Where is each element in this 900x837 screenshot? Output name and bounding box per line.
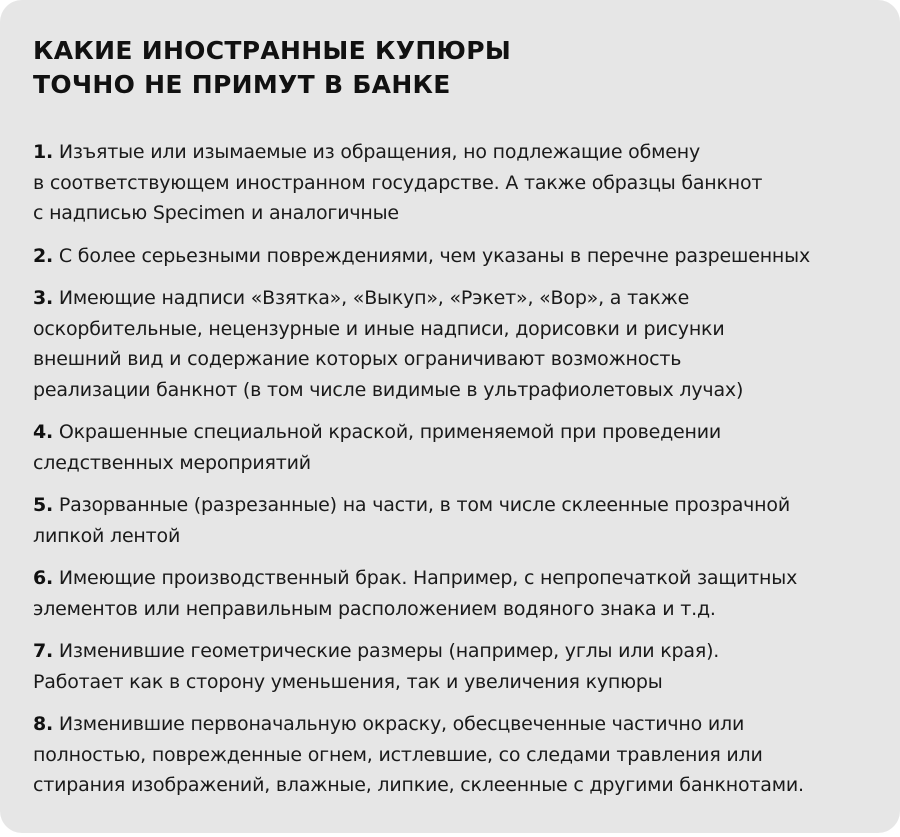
list-item-line [33, 594, 883, 625]
list-item-number: 8. [33, 713, 54, 735]
title-line-2: ТОЧНО НЕ ПРИМУТ В БАНКЕ [33, 70, 451, 99]
list-item [33, 709, 883, 801]
list-item-line [33, 448, 883, 479]
list-item-line [33, 417, 883, 448]
list-item-text: липкой лентой [33, 524, 181, 547]
list-item-text: Разорванные (разрезанные) на части, в том числе склеенные прозрачной [58, 494, 790, 516]
list-item-text: внешний вид и содержание которых ограничивают возможность [33, 348, 682, 370]
list-item-line [33, 314, 883, 345]
list-item-text: Имеющие производственный брак. Например, с непропечаткой защитных [58, 567, 798, 589]
list-item-number: 7. [33, 640, 54, 662]
list-item-line [33, 740, 883, 771]
list-item-line [33, 344, 883, 375]
list-item [33, 563, 883, 624]
list-item-number: 6. [33, 567, 54, 589]
rejected-banknotes-list [33, 137, 883, 813]
list-item [33, 490, 883, 551]
list-item-number: 1. [33, 141, 54, 163]
list-item-line [33, 375, 883, 406]
list-item [33, 417, 883, 478]
list-item-text: С более серьезными повреждениями, чем указаны в перечне разрешенных [58, 244, 810, 267]
list-item [33, 241, 883, 272]
list-item-line [33, 168, 883, 199]
list-item-text: Окрашенные специальной краской, применяемой при проведении [58, 421, 722, 443]
list-item-text: в соответствующем иностранном государстве. А также образцы банкнот [33, 171, 763, 194]
list-item-text: Изменившие геометрические размеры (например, углы или края). [58, 640, 720, 662]
list-item [33, 283, 883, 405]
list-item-line [33, 770, 883, 801]
list-item-line [33, 563, 883, 594]
list-item [33, 636, 883, 697]
list-item [33, 137, 883, 229]
list-item-number: 5. [33, 494, 54, 516]
list-item-line [33, 283, 883, 314]
list-item-text: стирания изображений, влажные, липкие, склеенные с другими банкнотами. [33, 774, 804, 796]
list-item-text: следственных мероприятий [33, 451, 311, 474]
list-item-line [33, 667, 883, 698]
list-item-text: оскорбительные, нецензурные и иные надписи, дорисовки и рисунки [33, 317, 725, 340]
list-item-text: элементов или неправильным расположением водяного знака и т.д. [33, 597, 716, 620]
list-item-text: Изменившие первоначальную окраску, обесцвеченные частично или [58, 713, 745, 735]
list-item-text: полностью, поврежденные огнем, истлевшие, со следами травления или [33, 743, 763, 766]
list-item-number: 3. [33, 287, 54, 309]
list-item-text: с надписью Specimen и аналогичные [33, 202, 399, 224]
list-item-line [33, 636, 883, 667]
list-item-line [33, 490, 883, 521]
list-item-line [33, 241, 883, 272]
list-item-text: реализации банкнот (в том числе видимые в ультрафиолетовых лучах) [33, 378, 744, 401]
list-item-line [33, 709, 883, 740]
list-item-text: Имеющие надписи «Взятка», «Выкуп», «Рэкет», «Вор», а также [58, 287, 690, 309]
list-item-line [33, 521, 883, 552]
list-item-number: 2. [33, 244, 54, 267]
list-item-number: 4. [33, 421, 54, 443]
list-item-text: Работает как в сторону уменьшения, так и увеличения купюры [33, 670, 663, 693]
list-item-text: Изъятые или изымаемые из обращения, но подлежащие обмену [58, 141, 700, 163]
list-item-line [33, 137, 883, 168]
page-title [33, 34, 880, 102]
list-item-line [33, 198, 883, 229]
title-line-1: КАКИЕ ИНОСТРАННЫЕ КУПЮРЫ [33, 36, 512, 65]
